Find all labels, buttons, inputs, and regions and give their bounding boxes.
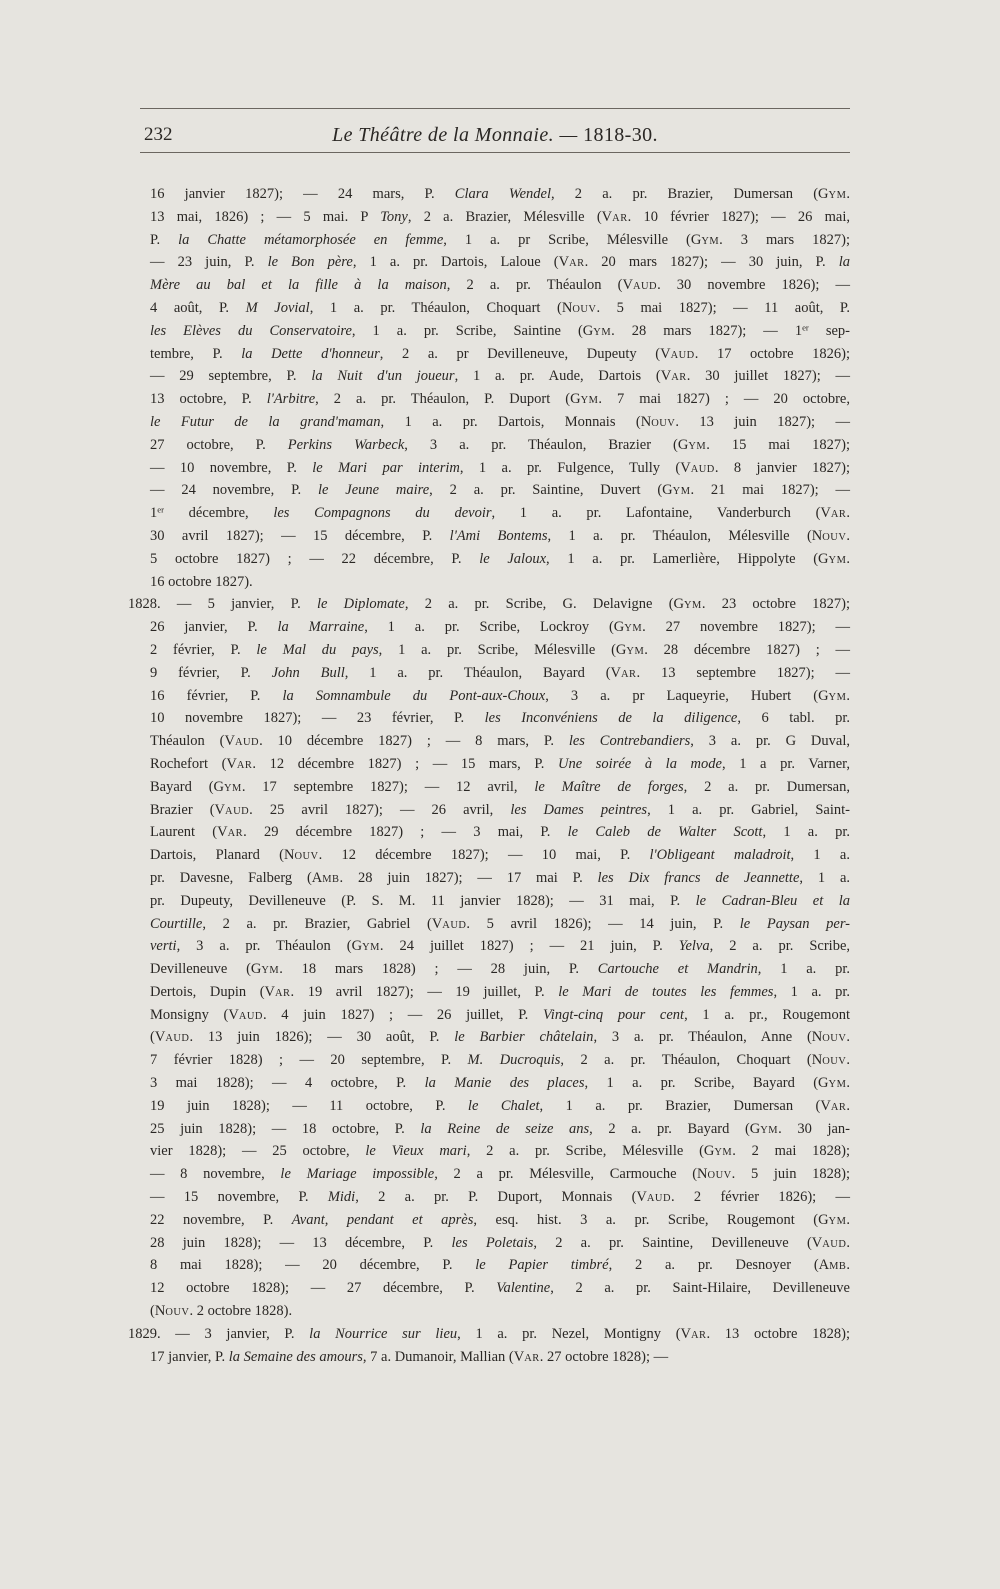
text-line: pr. Dupeuty, Devilleneuve (P. S. M. 11 janvier 1828); — 31 mai, P. le Cadran-Bleu et la — [150, 892, 851, 909]
text-line: 13 octobre, P. l'Arbitre, 2 a. pr. Théaulon, P. Duport (GYM. 7 mai 1827) ; — 20 octobre, — [150, 391, 850, 408]
text-line: 7 février 1828) ; — 20 septembre, P. M. Ducroquis, 2 a. pr. Théaulon, Choquart (NOUV. — [150, 1052, 850, 1069]
text-line: 1er décembre, les Compagnons du devoir, 1 a. pr. Lafontaine, Vanderburch (VAR. — [150, 504, 850, 522]
text-line: — 8 novembre, le Mariage impossible, 2 a pr. Mélesville, Carmouche (NOUV. 5 juin 1828); — [150, 1166, 851, 1183]
text-line: 9 février, P. John Bull, 1 a. pr. Théaulon, Bayard (VAR. 13 septembre 1827); — — [150, 664, 850, 681]
text-line: Théaulon (VAUD. 10 décembre 1827) ; — 8 mars, P. les Contrebandiers, 3 a. pr. G Duval, — [150, 733, 850, 750]
text-line: 27 octobre, P. Perkins Warbeck, 3 a. pr. Théaulon, Brazier (GYM. 15 mai 1827); — [150, 436, 850, 453]
text-line: 1829. — 3 janvier, P. la Nourrice sur lieu, 1 a. pr. Nezel, Montigny (VAR. 13 octobre 1828); — [128, 1325, 851, 1342]
text-line: — 15 novembre, P. Midi, 2 a. pr. P. Duport, Monnais (VAUD. 2 février 1826); — — [150, 1189, 850, 1206]
running-title-dates: 1818-30. — [583, 124, 658, 146]
header-bottom-rule — [140, 152, 850, 153]
text-line: 1828. — 5 janvier, P. le Diplomate, 2 a. pr. Scribe, G. Delavigne (GYM. 23 octobre 1827); — [128, 596, 850, 613]
text-line: Dartois, Planard (NOUV. 12 décembre 1827); — 10 mai, P. l'Obligeant maladroit, 1 a. — [150, 847, 850, 864]
text-line: — 10 novembre, P. le Mari par interim, 1 a. pr. Fulgence, Tully (VAUD. 8 janvier 1827); — [150, 459, 850, 476]
text-line: pr. Davesne, Falberg (AMB. 28 juin 1827); — 17 mai P. les Dix francs de Jeannette, 1 a. — [150, 869, 851, 886]
text-line: — 23 juin, P. le Bon père, 1 a. pr. Dartois, Laloue (VAR. 20 mars 1827); — 30 juin, P. la — [150, 254, 851, 271]
text-line: 22 novembre, P. Avant, pendant et après, esq. hist. 3 a. pr. Scribe, Rougemont (GYM. — [150, 1211, 850, 1228]
text-line: 10 novembre 1827); — 23 février, P. les Inconvéniens de la diligence, 6 tabl. pr. — [150, 710, 850, 727]
body-text — [128, 183, 851, 1368]
text-line: Courtille, 2 a. pr. Brazier, Gabriel (VAUD. 5 avril 1826); — 14 juin, P. le Paysan per- — [150, 915, 850, 932]
text-line: Bayard (GYM. 17 septembre 1827); — 12 avril, le Maître de forges, 2 a. pr. Dumersan, — [150, 778, 850, 795]
text-line: 3 mai 1828); — 4 octobre, P. la Manie des places, 1 a. pr. Scribe, Bayard (GYM. — [150, 1075, 850, 1092]
text-line: (NOUV. 2 octobre 1828). — [150, 1303, 293, 1320]
text-line: Mère au bal et la fille à la maison, 2 a. pr. Théaulon (VAUD. 30 novembre 1826); — — [150, 277, 850, 294]
header-top-rule — [140, 108, 850, 109]
text-line: Laurent (VAR. 29 décembre 1827) ; — 3 mai, P. le Caleb de Walter Scott, 1 a. pr. — [150, 824, 850, 841]
text-line: Monsigny (VAUD. 4 juin 1827) ; — 26 juillet, P. Vingt-cinq pour cent, 1 a. pr., Rougemont — [150, 1006, 850, 1023]
text-line: tembre, P. la Dette d'honneur, 2 a. pr Devilleneuve, Dupeuty (VAUD. 17 octobre 1826); — [150, 345, 851, 362]
running-title-dash: — — [559, 124, 584, 146]
text-line: Dertois, Dupin (VAR. 19 avril 1827); — 19 juillet, P. le Mari de toutes les femmes, 1 a. pr. — [150, 983, 850, 1000]
text-line: 5 octobre 1827) ; — 22 décembre, P. le Jaloux, 1 a. pr. Lamerlière, Hippolyte (GYM. — [150, 550, 850, 567]
running-title-main: Le Théâtre de la Monnaie. — [332, 124, 560, 146]
text-line: (VAUD. 13 juin 1826); — 30 août, P. le Barbier châtelain, 3 a. pr. Théaulon, Anne (NOUV. — [150, 1029, 850, 1046]
text-line: — 24 novembre, P. le Jeune maire, 2 a. pr. Saintine, Duvert (GYM. 21 mai 1827); — — [150, 482, 850, 499]
text-line: 12 octobre 1828); — 27 décembre, P. Valentine, 2 a. pr. Saint-Hilaire, Devilleneuve — [150, 1280, 850, 1297]
text-line: le Futur de la grand'maman, 1 a. pr. Dartois, Monnais (NOUV. 13 juin 1827); — — [150, 413, 850, 430]
text-line: 26 janvier, P. la Marraine, 1 a. pr. Scribe, Lockroy (GYM. 27 novembre 1827); — — [150, 619, 851, 636]
text-line: — 29 septembre, P. la Nuit d'un joueur, 1 a. pr. Aude, Dartois (VAR. 30 juillet 1827); — — [150, 368, 851, 385]
text-line: les Elèves du Conservatoire, 1 a. pr. Scribe, Saintine (GYM. 28 mars 1827); — 1er sep- — [150, 322, 850, 339]
text-line: 4 août, P. M Jovial, 1 a. pr. Théaulon, Choquart (NOUV. 5 mai 1827); — 11 août, P. — [150, 299, 851, 316]
text-line: 28 juin 1828); — 13 décembre, P. les Poletais, 2 a. pr. Saintine, Devilleneuve (VAUD. — [150, 1234, 850, 1251]
text-line: Devilleneuve (GYM. 18 mars 1828) ; — 28 juin, P. Cartouche et Mandrin, 1 a. pr. — [150, 961, 850, 978]
running-title — [140, 120, 850, 150]
text-line: Rochefort (VAR. 12 décembre 1827) ; — 15 mars, P. Une soirée à la mode, 1 a pr. Varner, — [150, 755, 851, 772]
text-line: Brazier (VAUD. 25 avril 1827); — 26 avril, les Dames peintres, 1 a. pr. Gabriel, Saint- — [150, 801, 850, 818]
running-header — [140, 120, 850, 150]
text-line: 16 janvier 1827); — 24 mars, P. Clara Wendel, 2 a. pr. Brazier, Dumersan (GYM. — [150, 186, 850, 202]
text-line: 16 octobre 1827). — [150, 573, 253, 590]
text-line: 25 juin 1828); — 18 octobre, P. la Reine de seize ans, 2 a. pr. Bayard (GYM. 30 jan- — [150, 1120, 850, 1137]
text-line: verti, 3 a. pr. Théaulon (GYM. 24 juillet 1827) ; — 21 juin, P. Yelva, 2 a. pr. Scribe, — [150, 938, 850, 955]
text-line: 13 mai, 1826) ; — 5 mai. P Tony, 2 a. Brazier, Mélesville (VAR. 10 février 1827); — 26 mai, — [150, 208, 850, 225]
text-line: 17 janvier, P. la Semaine des amours, 7 a. Dumanoir, Mallian (VAR. 27 octobre 1828); — — [150, 1348, 669, 1365]
page-number: 232 — [144, 124, 173, 145]
text-line: 2 février, P. le Mal du pays, 1 a. pr. Scribe, Mélesville (GYM. 28 décembre 1827) ; — — [150, 641, 851, 658]
text-line: 16 février, P. la Somnambule du Pont-aux-Choux, 3 a. pr Laqueyrie, Hubert (GYM. — [150, 687, 850, 704]
text-line: 19 juin 1828); — 11 octobre, P. le Chalet, 1 a. pr. Brazier, Dumersan (VAR. — [150, 1097, 850, 1114]
text-line: 8 mai 1828); — 20 décembre, P. le Papier timbré, 2 a. pr. Desnoyer (AMB. — [150, 1257, 850, 1274]
text-line: P. la Chatte métamorphosée en femme, 1 a. pr Scribe, Mélesville (GYM. 3 mars 1827); — [150, 231, 850, 248]
text-line: 30 avril 1827); — 15 décembre, P. l'Ami Bontems, 1 a. pr. Théaulon, Mélesville (NOUV. — [150, 527, 850, 544]
text-line: vier 1828); — 25 octobre, le Vieux mari, 2 a. pr. Scribe, Mélesville (GYM. 2 mai 1828); — [150, 1143, 850, 1160]
